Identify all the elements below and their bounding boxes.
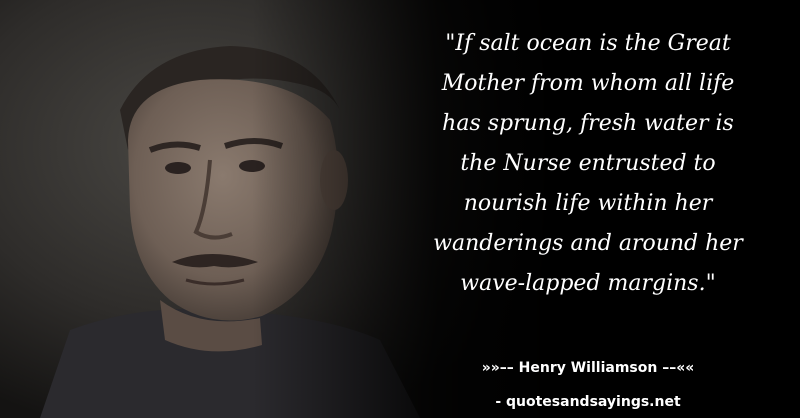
quote-line: "If salt ocean is the Great	[445, 31, 731, 56]
quote-line: wanderings and around her	[433, 231, 743, 256]
quote-line: nourish life within her	[463, 191, 713, 216]
quote-line: the Nurse entrusted to	[460, 151, 716, 176]
quote-line: wave-lapped margins."	[460, 271, 716, 296]
quote-text	[400, 24, 776, 304]
source-website: - quotesandsayings.net	[495, 394, 681, 410]
quote-line: has sprung, fresh water is	[442, 111, 734, 136]
quote-author: »»–– Henry Williamson ––««	[481, 360, 695, 376]
quote-line: Mother from whom all life	[441, 71, 735, 96]
